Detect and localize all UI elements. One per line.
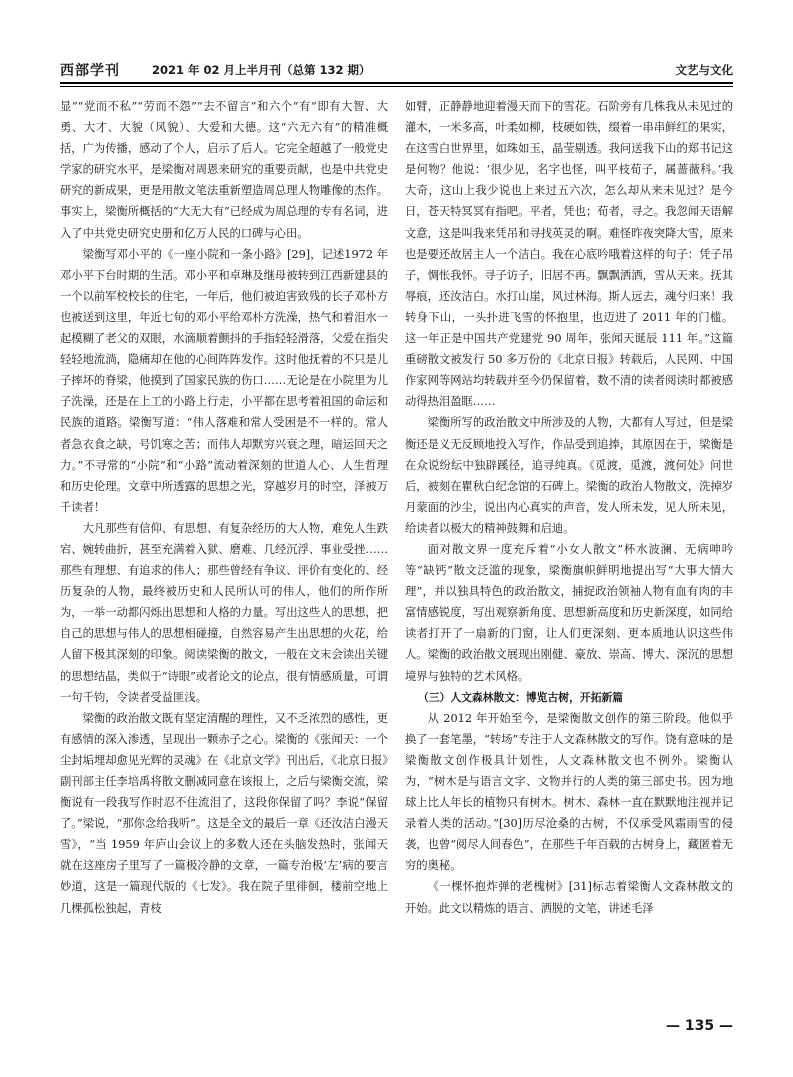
running-header — [60, 60, 733, 82]
body-paragraph: 梁衡写邓小平的《一座小院和一条小路》[29]，记述1972 年邓小平下台时期的生活。邓小平和卓琳及继母被转到江西新建县的一个以前军校校长的住宅，一年后，他们被迫害致残的长子邓朴方也被送到这里，年近七旬的邓小平给邓朴方洗澡，热气和着泪水一起模糊了老父的双眼，水滴顺着颤抖的手指轻轻滑落，父爱在指尖轻轻地流淌，隐痛却在他的心间阵阵发作。这时他抚着的不只是儿子摔坏的脊梁，他摸到了国家民族的伤口……无论是在小院里为儿子洗澡，还是在上工的小路上行走，小平都在思考着祖国的命运和民族的道路。梁衡写道：“伟人落难和常人受困是不一样的。常人者急衣食之缺，号饥寒之苦；而伟人却默穷兴衰之理，暗运回天之力。”不寻常的“小院”和“小路”流动着深刻的世道人心、人生哲理和历史伦理。文章中所透露的思想之光，穿越岁月的时空，泽被万千读者！ — [60, 247, 388, 514]
section-subheading: （三）人文森林散文：博览古树，开拓新篇 — [417, 690, 624, 704]
body-paragraph: 梁衡所写的政治散文中所涉及的人物，大都有人写过，但是梁衡还是义无反顾地投入写作，作品受到追捧，其原因在于，梁衡是在众说纷纭中独辟蹊径，追寻纯真。《觅渡，觅渡，渡何处》问世后，被刻在瞿秋白纪念馆的石碑上。梁衡的政治人物散文，洗掉岁月蒙面的沙尘，说出内心真实的声音，发人所未发，见人所未见，给读者以极大的精神鼓舞和启迪。 — [405, 416, 733, 535]
journal-masthead: 西部学刊 — [60, 63, 120, 79]
header-rule-thin — [60, 86, 733, 87]
body-paragraph: 梁衡的政治散文既有坚定清醒的理性，又不乏浓烈的感性，更有感情的深入渗透，呈现出一颗赤子之心。梁衡的《张闻天：一个尘封垢埋却愈见光辉的灵魂》在《北京文学》刊出后，《北京日报》副刊部主任李培禹将散文删减同意在该报上，之后与梁衡交流，梁衡说有一段我写作时忍不住流泪了，这段你保留了吗？李说“保留了。”梁说，“那你念给我听”。这是全文的最后一章《还汝洁白漫天雪》，“当 1959 年庐山会议上的多数人还在头脑发热时，张闻天就在这座房子里写了一篇极冷静的文章，一篇专治极‘左’病的要言妙道，这是一篇现代版的《七发》。我在院子里徘徊，楼前空地上几棵孤松独起，青枝 — [60, 711, 388, 915]
right-column — [405, 96, 733, 1031]
body-paragraph: 面对散文界一度充斥着“小女人散文”杯水波澜、无病呻吟等“缺钙”散文泛滥的现象，梁衡旗帜鲜明地提出写“大事大情大理”，并以独具特色的政治散文，捕捉政治领袖人物有血有肉的丰富情感锐度，写出观察新角度、思想新高度和历史新深度，如同给读者打开了一扇新的门窗，让人们更深刻、更本质地认识这些伟人。梁衡的政治散文展现出刚健、豪放、崇高、博大、深沉的思想境界与独特的艺术风格。 — [405, 542, 733, 683]
body-paragraph: 《一棵怀抱炸弹的老槐树》[31]标志着梁衡人文森林散文的开始。此文以精炼的语言、洒脱的文笔，讲述毛泽 — [405, 880, 733, 915]
issue-info: 2021 年 02 月上半月刊（总第 132 期） — [152, 63, 371, 77]
section-title: 文艺与文化 — [675, 63, 733, 77]
body-paragraph: 从 2012 年开始至今，是梁衡散文创作的第三阶段。他似乎换了一套笔墨，“转场”专注于人文森林散文的写作。饶有意味的是梁衡散文创作极具计划性，人文森林散文也不例外。梁衡认为，“树木是与语言文字、文物并行的人类的第三部史书。因为地球上比人年长的植物只有树木。树木、森林一直在默默地注视并记录着人类的活动。”[30]历尽沧桑的古树，不仅承受风霜雨雪的侵袭，也曾“阅尽人间春色”，在那些千年百载的古树身上，藏匿着无穷的奥秘。 — [405, 711, 733, 873]
header-rule-thick — [60, 82, 733, 84]
page-number: — 135 — — [666, 1018, 733, 1034]
body-paragraph: 如臂，正静静地迎着漫天而下的雪花。石阶旁有几株我从未见过的灌木，一米多高，叶柔如柳，枝硬如铁，缀着一串串鲜红的果实，在这雪白世界里，如珠如玉，晶莹剔透。我问送我下山的郑书记这是何物？他说：‘很少见，名字也怪，叫平枝荀子，属蔷薇科。’我大奇，这山上我少说也上来过五六次，怎么却从来未见过？是今日，苍天特冥冥有指吧。平者，凭也；荀者，寻之。我忽闻天语解文意，这是叫我来凭吊和寻找英灵的啊。难怪昨夜突降大雪，原来也是要还故居主人一个洁白。我在心底吟哦着这样的句子：凭子吊子，惆怅我怀。寻子访子，旧居不再。飘飘洒洒，雪从天来。抚其辱痕，还汝洁白。水打山崖，风过林海。斯人远去，魂兮归来！我转身下山，一头扑进飞雪的怀抱里，也迈进了 2011 年的门槛。这一年正是中国共产党建党 90 周年，张闻天诞辰 111 年。”这篇重磅散文被发行 50 多万份的《北京日报》转载后，人民网、中国作家网等网站均转载并至今仍保留着，数不清的读者阅读时都被感动得热泪盈眶…… — [405, 100, 733, 409]
left-column — [60, 96, 388, 1031]
body-paragraph: 大凡那些有信仰、有思想、有复杂经历的大人物，难免人生跌宕、婉转曲折，甚至充满着入狱、磨难、几经沉浮、事业受挫……那些有理想、有追求的伟人；那些曾经有争议、评价有变化的、经历复杂的人物，最终被历史和人民所认可的伟人，他们的所作所为，一举一动都闪烁出思想和人格的力量。写出这些人的思想，把自己的思想与伟人的思想相碰撞，自然容易产生出思想的火花，给人留下极其深刻的印象。阅读梁衡的散文，一般在文末会读出关键的思想结晶，类似于“诗眼”或者论文的论点，很有情感质量，可谓一句千钧，令读者受益匪浅。 — [60, 521, 388, 704]
body-paragraph: 显”“党而不私”“劳而不怨”“去不留言”和六个“有”即有大智、大勇、大才、大貌（风貌）、大爱和大德。这“六无六有”的精准概括，广为传播，感动了个人，启示了后人。它完全超越了一般党史学家的研究水平，是梁衡对周恩来研究的重要贡献，也是中共党史研究的新成果，更是用散文笔法重新塑造周总理人物雕像的杰作。事实上，梁衡所概括的“大无大有”已经成为周总理的专有名词，进入了中共党史研究史册和亿万人民的口碑与心田。 — [60, 100, 388, 240]
